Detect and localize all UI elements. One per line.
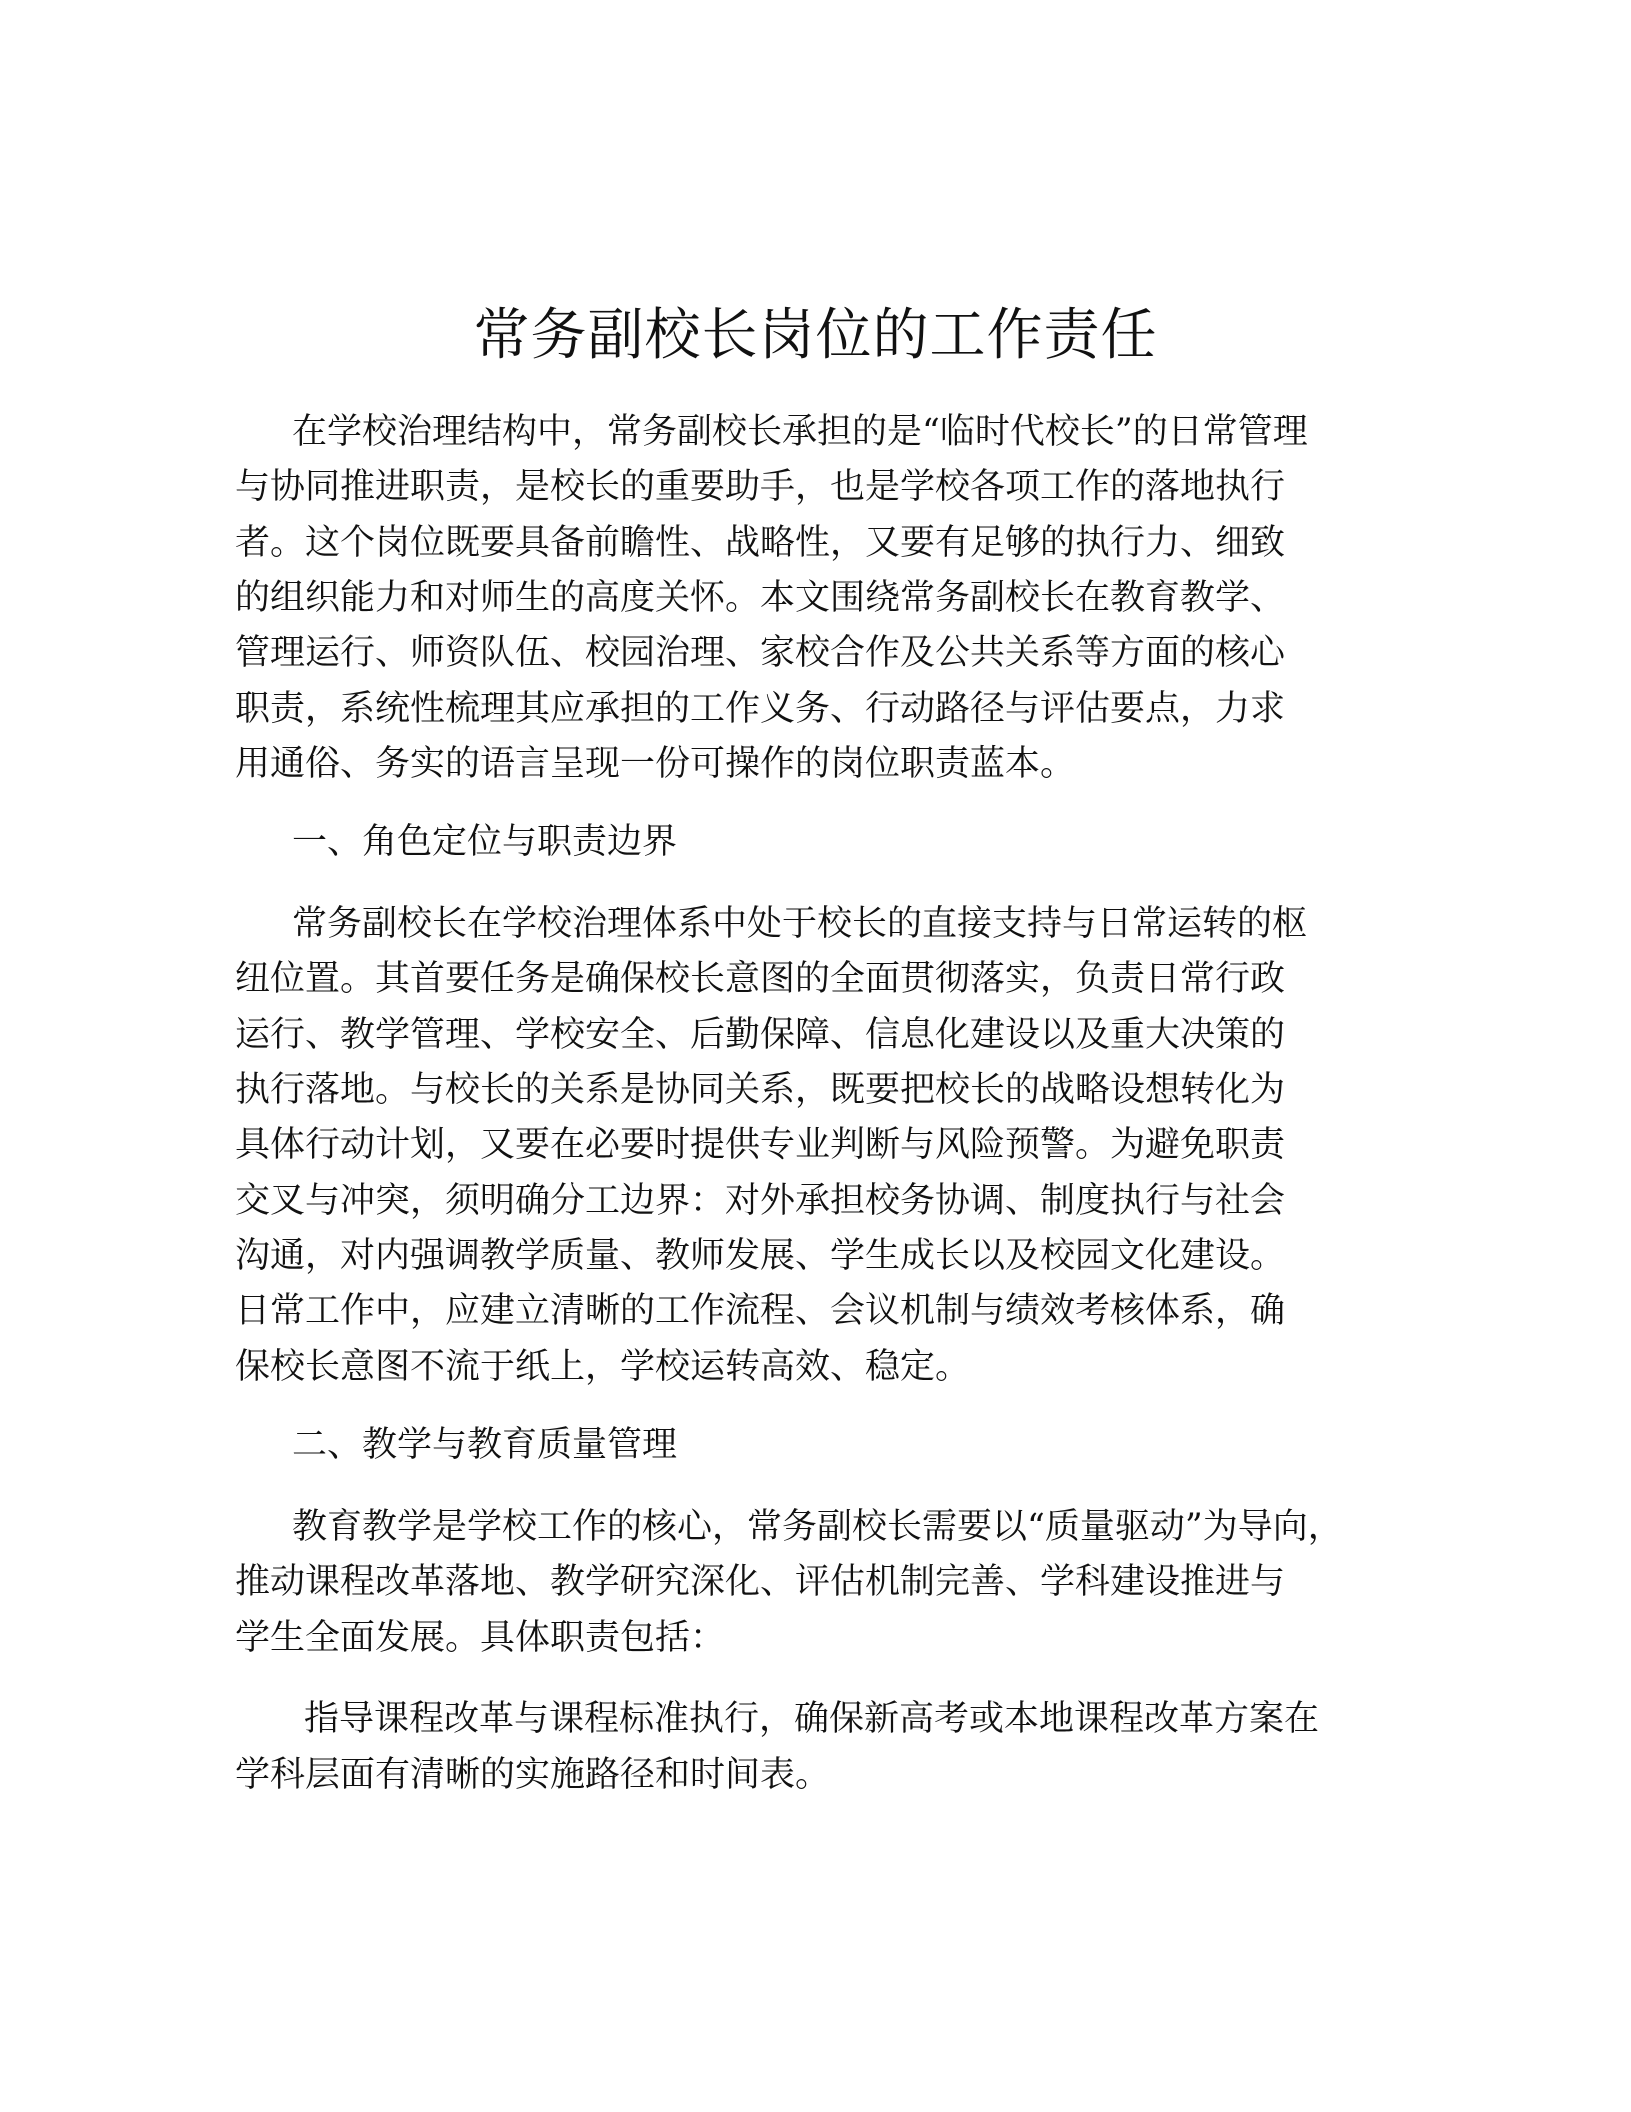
paragraph-line: 在学校治理结构中，常务副校长承担的是“临时代校长”的日常管理: [292, 412, 1308, 452]
paragraph-line: 职责，系统性梳理其应承担的工作义务、行动路径与评估要点，力求: [235, 689, 1286, 729]
paragraph-line: 的组织能力和对师生的高度关怀。本文围绕常务副校长在教育教学、: [235, 578, 1286, 618]
paragraph-line: 常务副校长在学校治理体系中处于校长的直接支持与日常运转的枢: [292, 904, 1308, 944]
paragraph-line: 指导课程改革与课程标准执行，确保新高考或本地课程改革方案在: [304, 1699, 1320, 1739]
paragraph-line: 者。这个岗位既要具备前瞻性、战略性，又要有足够的执行力、细致: [235, 523, 1286, 563]
paragraph-line: 日常工作中，应建立清晰的工作流程、会议机制与绩效考核体系，确: [235, 1291, 1286, 1331]
paragraph-line: 管理运行、师资队伍、校园治理、家校合作及公共关系等方面的核心: [235, 633, 1286, 673]
paragraph-line: 保校长意图不流于纸上，学校运转高效、稳定。: [235, 1347, 971, 1387]
paragraph-line: 学生全面发展。具体职责包括：: [235, 1618, 726, 1658]
paragraph-line: 运行、教学管理、学校安全、后勤保障、信息化建设以及重大决策的: [235, 1015, 1286, 1055]
paragraph-line: 纽位置。其首要任务是确保校长意图的全面贯彻落实，负责日常行政: [235, 959, 1286, 999]
paragraph-line: 用通俗、务实的语言呈现一份可操作的岗位职责蓝本。: [235, 744, 1076, 784]
paragraph-line: 交叉与冲突，须明确分工边界：对外承担校务协调、制度执行与社会: [235, 1181, 1286, 1221]
paragraph-line: 具体行动计划，又要在必要时提供专业判断与风险预警。为避免职责: [235, 1125, 1286, 1165]
paragraph-line: 与协同推进职责，是校长的重要助手，也是学校各项工作的落地执行: [235, 467, 1286, 507]
paragraph-line: 教育教学是学校工作的核心，常务副校长需要以“质量驱动”为导向，: [292, 1507, 1343, 1547]
paragraph-line: 学科层面有清晰的实施路径和时间表。: [235, 1755, 831, 1795]
paragraph-line: 执行落地。与校长的关系是协同关系，既要把校长的战略设想转化为: [235, 1070, 1286, 1110]
paragraph-line: 沟通，对内强调教学质量、教师发展、学生成长以及校园文化建设。: [235, 1236, 1286, 1276]
paragraph-line: 推动课程改革落地、教学研究深化、评估机制完善、学科建设推进与: [235, 1562, 1286, 1602]
section-heading-teaching: 二、教学与教育质量管理: [292, 1425, 678, 1465]
document-title: 常务副校长岗位的工作责任: [473, 303, 1158, 368]
section-heading-role: 一、角色定位与职责边界: [292, 822, 678, 862]
